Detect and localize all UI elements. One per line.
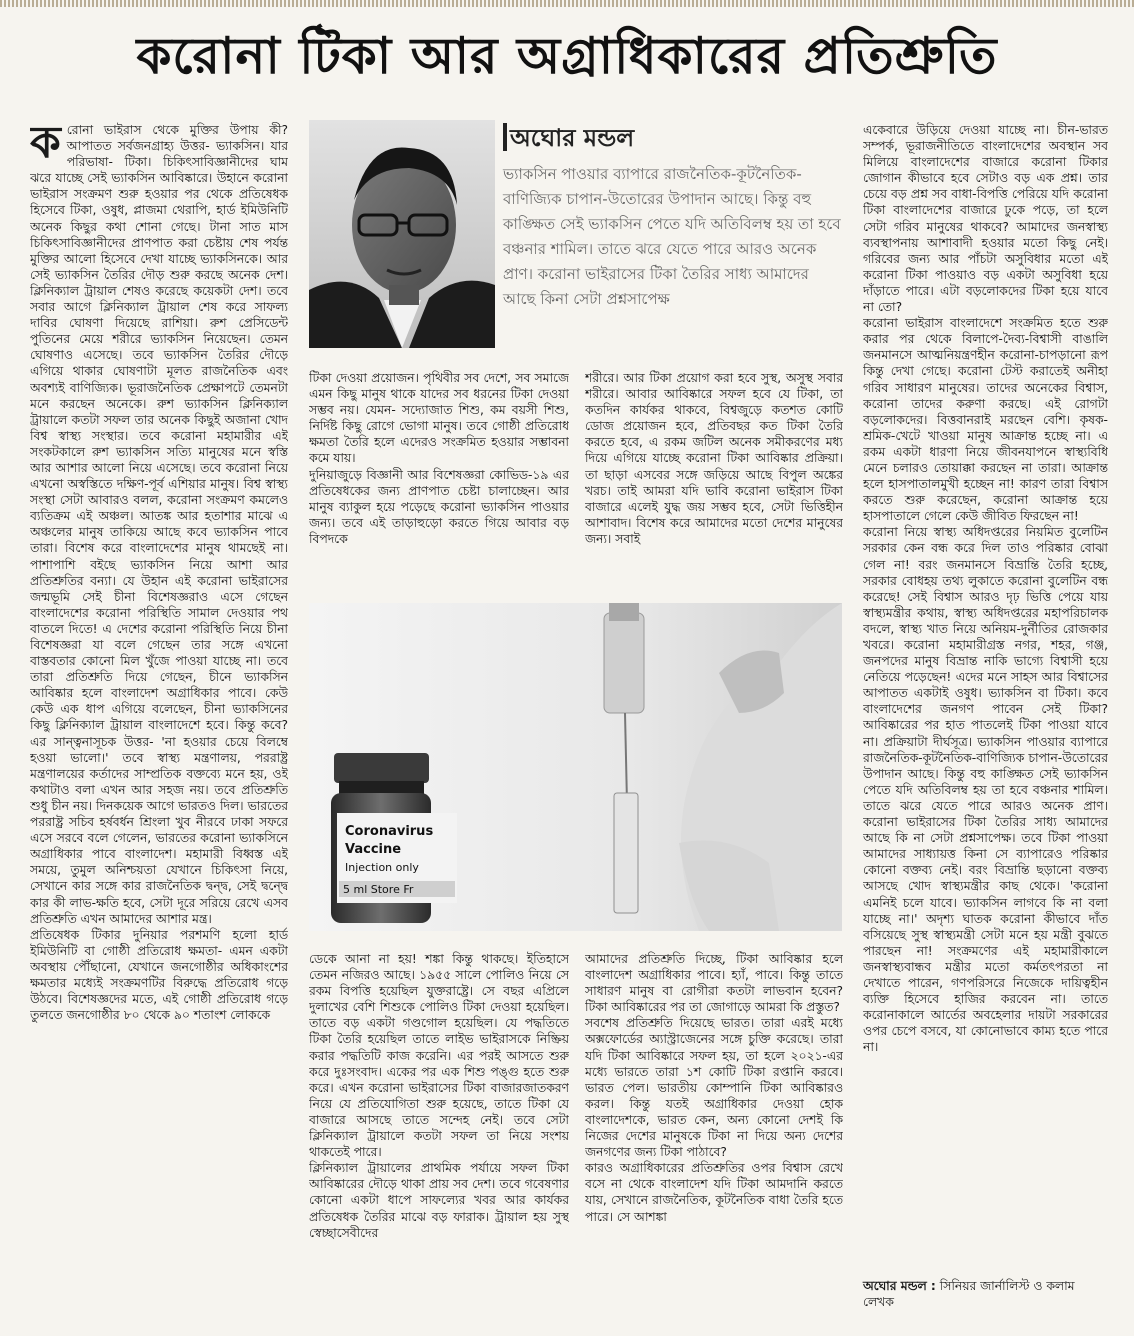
author-photo-image	[309, 120, 495, 348]
paragraph: সবশেষ প্রতিশ্রুতি দিয়েছে ভারত। তারা এরই মধ্যে অক্সফোর্ডের অ্যাস্ট্রাজেনের সঙ্গে চুক্তি করেছে। তারা যদি টিকা আবিষ্কারে সফল হয়, তা হলে ২০২১-এর মধ্যে ভারতে তারা ১শ কোটি টিকা রপ্তানি করবে। ভারত পেল। ভারতীয় কোম্পানি টিকা আবিষ্কারও করল। কিন্তু যতই অগ্রাধিকার দেওয়া হোক বাংলাদেশকে, ভারত কেন, অন্য কোনো দেশই কি নিজের দেশের মানুষকে টিকা না দিয়ে অন্য দেশের জনগণের জন্য টিকা পাঠাবে?	[585, 1016, 843, 1160]
vial-label-line3: Injection only	[345, 861, 419, 874]
paragraph: করোনা ভাইরাস বাংলাদেশে সংক্রমিত হতে শুরু করার পর থেকে বিলাপে-দৈব্য-বিশ্বাসী বাঙালি জনমানসে আত্মনিয়ন্ত্রণহীন করোনা-চাপড়ানো রূপ কিন্তু দেখা গেছে। করোনা টেস্ট করাতেই অনীহা গরিব সাধারণ মানুষের। তাদের অনেকের বিশ্বাস, করোনা তাদের করুণা করছে। এই রোগটা বড়লোকদের। বিত্তবানরাই মরছেন বেশি। কৃষক-শ্রমিক-খেটে খাওয়া মানুষ আক্রান্ত হচ্ছে না। এ রকম একটা ধারণা নিয়ে জীবনযাপনে স্বাস্থ্যবিধি মেনে চলারও তোয়াক্কা করছেন না তারা। আক্রান্ত হলে হাসপাতালমুখী হচ্ছেন না! কারণ তারা বিশ্বাস করতে শুরু করেছেন, করোনা আক্রান্ত হয়ে হাসপাতালে গেলে কেউ জীবিত ফিরছেন না!	[863, 316, 1108, 524]
column-4	[863, 122, 1108, 1267]
paragraph: ডেকে আনা না হয়! শঙ্কা কিন্তু থাকছে। ইতিহাসে তেমন নজিরও আছে। ১৯৫৫ সালে পোলিও নিয়ে সে রকম বিপত্তি হয়েছিল যুক্তরাষ্ট্রে। সে বছর এপ্রিলে দুলাখের বেশি শিশুকে পোলিও টিকা দেওয়া হয়েছিল। তাতে বড় একটা গণ্ডগোল হয়েছিল। যে পদ্ধতিতে টিকা তৈরি হয়েছিল তাতে লাইভ ভাইরাসকে নিষ্ক্রিয় করার পদ্ধতিটি কাজ করেনি। এর পরই আসতে শুরু করে দুঃসংবাদ। একের পর এক শিশু পঙ্গু হতে শুরু করে। এখন করোনা ভাইরাসের টিকা বাজারজাতকরণ নিয়ে যে প্রতিযোগিতা শুরু হয়েছে, তাতে টিকা যে বাজারে আসছে তাতে সন্দেহ নেই। তবে সেটা ক্লিনিক্যাল ট্রায়ালে কতটা সফল তা নিয়ে সংশয় থাকতেই পারে।	[309, 952, 569, 1160]
paragraph: করোনা নিয়ে স্বাস্থ্য অধিদপ্তরের নিয়মিত বুলেটিন সরকার কেন বন্ধ করে দিল তাও পরিষ্কার বোঝা গেল না! বরং জনমানসে বিভ্রান্তি তৈরি হচ্ছে, সরকার বোধহয় তথ্য লুকাতে করোনা বুলেটিন বন্ধ করেছে! সেই বিশ্বাস আরও দৃঢ় ভিত্তি পেয়ে যায় স্বাস্থ্যমন্ত্রীর কথায়, স্বাস্থ্য অধিদপ্তরের মহাপরিচালক বদলে, স্বাস্থ্য খাত নিয়ে অনিয়ম-দুর্নীতির রোজকার খবরে। করোনা মহামারীগ্রস্ত নগর, শহর, গঞ্জ, জনপদের মানুষ বিভ্রান্ত নাকি ভাগ্যে বিশ্বাসী হয়ে নেতিয়ে পড়েছেন! এদের মনে সাহস আর বিশ্বাসের আপাতত একটাই ওষুধ। ভ্যাকসিন বা টিকা। কবে বাংলাদেশের জনগণ পাবেন সেই টিকা? আবিষ্কারের পর হাত পাতলেই টিকা পাওয়া যাবে না। প্রক্রিয়াটা দীর্ঘসূত্র। ভ্যাকসিন পাওয়ার ব্যাপারে রাজনৈতিক-কূটনৈতিক-বাণিজ্যিক চাপান-উতোরের উপাদান আছে। কিন্তু বহু কাঙ্ক্ষিত সেই ভ্যাকসিন পেতে যদি অতিবিলম্ব হয় তা হবে বঞ্চনার শামিল। তাতে ঝরে যেতে পারে আরও অনেক প্রাণ। করোনা ভাইরাসের টিকা তৈরির সাধ্য আমাদের আছে কি না সেটা প্রশ্নসাপেক্ষ। তবে টিকা পাওয়া আমাদের সাধ্যায়ত্ত কিনা সে ব্যাপারেও পরিষ্কার কোনো বক্তব্য নেই। বরং বিভ্রান্তি ছড়ানো বক্তব্য আসছে খোদ স্বাস্থ্যমন্ত্রীর কাছ থেকে। 'করোনা এমনিই চলে যাবে। ভ্যাকসিন লাগবে কি না বলা যাচ্ছে না।' অদৃশ্য ঘাতক করোনা কীভাবে দাঁত বসিয়েছে সুস্থ স্বাস্থ্যমন্ত্রী সেটা মনে হয় মন্ত্রী বুঝতে পারছেন না! সংক্রমণের এই মহামারীকালে জনস্বাস্থ্যবান্ধব মন্ত্রীর মতো কর্মতৎপরতা না দেখাতে পারেন, গণপরিসরে নিজেকে দায়িত্বহীন ব্যক্তি হিসেবে হাজির করবেন না। তাতে করোনাকালে আর্তের অবহেলার দায়টা সরকারের ওপর চেপে বসবে, যা কোনোভাবে কাম্য হতে পারে না।	[863, 525, 1108, 1055]
author-note-label: অঘোর মন্ডল :	[863, 1279, 936, 1293]
paragraph: শরীরে। আর টিকা প্রয়োগ করা হবে সুস্থ, অসুস্থ সবার শরীরে। আবার আবিষ্কারে সফল হবে যে টিকা, তা কতদিন কার্যকর থাকবে, বিশ্বজুড়ে কতশত কোটি ডোজ প্রয়োজন হবে, প্রতিবছর কত টিকা তৈরি করতে হবে, এ রকম জটিল অনেক সমীকরণের মধ্য দিয়ে এগিয়ে যাচ্ছে করোনা টিকা আবিষ্কার প্রক্রিয়া। তা ছাড়া এসবের সঙ্গে জড়িয়ে আছে বিপুল অঙ্কের খরচ। তাই আমরা যদি ভাবি করোনা ভাইরাস টিকা বাজারে এলেই যুদ্ধ জয় সম্ভব হবে, সেটা ভিত্তিহীন আশাবাদ। বিশেষ করে আমাদের মতো দেশের মানুষের জন্য। সবাই	[585, 371, 843, 546]
column-1	[30, 122, 288, 1317]
author-note-text: সিনিয়র জার্নালিস্ট ও কলাম লেখক	[863, 1279, 1075, 1309]
vaccine-photo	[309, 603, 842, 931]
column-2-bottom	[309, 951, 569, 1319]
column-3-top	[585, 370, 843, 588]
paragraph: একেবারে উড়িয়ে দেওয়া যাচ্ছে না। চীন-ভারত সম্পর্ক, ভূরাজনীতিতে বাংলাদেশের অবস্থান সব মিলিয়ে বাংলাদেশের বাজারে করোনা টিকার জোগান কীভাবে হবে সেটাও বড় এক প্রশ্ন। তার চেয়ে বড় প্রশ্ন সব বাধা-বিপত্তি পেরিয়ে যদি করোনা টিকা বাংলাদেশের বাজারে ঢুকে পড়ে, তা হলে সেটা গরিব মানুষের থাকবে? আমাদের জনস্বাস্থ্য ব্যবস্থাপনায় আশাবাদী হওয়ার মতো কিছু নেই। গরিবের জন্য আর পাঁচটা অসুবিধার মতো এই করোনা টিকা পাওয়াও বড় একটা অসুবিধা হয়ে দাঁড়াতে পারে। এটা বড়লোকদের টিকা হয়ে যাবে না তো?	[863, 123, 1108, 315]
paragraph: ক্লিনিক্যাল ট্রায়ালের প্রাথমিক পর্যায়ে সফল টিকা আবিষ্কারের দৌড়ে থাকা প্রায় সব দেশ। তবে গবেষণার কোনো একটা ধাপে সাফল্যের খবর আর কার্যকর প্রতিষেধক তৈরির মাঝে বড় ফারাক। ট্রায়াল হয় সুস্থ স্বেচ্ছাসেবীদের	[309, 1161, 569, 1240]
paragraph: আমাদের প্রতিশ্রুতি দিচ্ছে, টিকা আবিষ্কার হলে বাংলাদেশ অগ্রাধিকার পাবে। হ্যাঁ, পাবে। কিন্তু তাতে সাধারণ মানুষ বা রোগীরা কতটা লাভবান হবেন? টিকা আবিষ্কারের পর তা জোগাড়ে আমরা কি প্রস্তুত?	[585, 952, 843, 1015]
column-3-bottom	[585, 951, 843, 1319]
headline: করোনা টিকা আর অগ্রাধিকারের প্রতিশ্রুতি	[136, 27, 998, 85]
column-2-top	[309, 370, 569, 588]
author-byline: অঘোর মন্ডল	[510, 124, 635, 152]
paragraph: টিকা দেওয়া প্রয়োজন। পৃথিবীর সব দেশে, সব সমাজে এমন কিছু মানুষ থাকে যাদের সব ধরনের টিকা দেওয়া সম্ভব নয়। যেমন- সদ্যোজাত শিশু, কম বয়সী শিশু, নির্দিষ্ট কিছু রোগে ভোগা মানুষ। তবে গোষ্ঠী প্রতিরোধ ক্ষমতা তৈরি হলে এদেরও সংক্রমিত হওয়ার সম্ভাবনা কমে যায়।	[309, 371, 569, 466]
author-portrait	[309, 120, 495, 348]
vial-label-line2: Vaccine	[345, 842, 402, 857]
paragraph: কারও অগ্রাধিকারের প্রতিশ্রুতির ওপর বিশ্বাস রেখে বসে না থেকে বাংলাদেশ যদি টিকা আমদানি করতে যায়, সেখানে রাজনৈতিক, কূটনৈতিক বাধা তৈরি হতে পারে। সে আশঙ্কা	[585, 1161, 843, 1224]
paragraph-text: রোনা ভাইরাস থেকে মুক্তির উপায় কী? আপাতত সর্বজনগ্রাহ্য উত্তর- ভ্যাকসিন। যার পরিভাষা- টিকা। চিকিৎসাবিজ্ঞানীদের ঘাম ঝরে যাচ্ছে সেই ভ্যাকসিন আবিষ্কারে। উহানে করোনা ভাইরাস সংক্রমণ শুরু হওয়ার পর থেকে প্রতিষেধক হিসেবে টিকা, ওষুধ, প্লাজমা থেরাপি, হার্ড ইমিউনিটি অনেক কিছুর কথা শোনা গেছে। টানা সাত মাস চিকিৎসাবিজ্ঞানীদের প্রাণপাত করা চেষ্টায় শেষ পর্যন্ত মুক্তির আলো হিসেবে দেখা যাচ্ছে ভ্যাকসিনকে। আর সেই ভ্যাকসিন তৈরির দৌড় শুরু করছে অনেক দেশ। ক্লিনিক্যাল ট্রায়াল শেষও করেছে কয়েকটা দেশ। তবে সবার আগে ক্লিনিক্যাল ট্রায়াল শেষ করে সাফল্য দাবির ঘোষণা দিয়েছে রাশিয়া। রুশ প্রেসিডেন্ট পুতিনের মেয়ে শরীরে ভ্যাকসিন নিয়েছেন। তেমন ঘোষণাও এসেছে। তবে ভ্যাকসিন তৈরির দৌড়ে এগিয়ে থাকার ঘোষণাটা মূলত রাজনৈতিক এবং অবশ্যই বাণিজ্যিক। ভূরাজনৈতিক প্রেক্ষাপটে তেমনটা মনে করছেন অনেকে। রুশ ভ্যাকসিন ক্লিনিক্যাল ট্রায়ালে কতটা সফল তার অনেক কিছুই অজানা খোদ বিশ্ব স্বাস্থ্য সংস্থার। তবে করোনা মহামারীর এই সংকটকালে রুশ ভ্যাকসিন সত্যি মানুষের মনে স্বস্তি আর আশার আলো নিয়ে এসেছে। তবে করোনা নিয়ে এখনো অস্বস্তিতে দক্ষিণ-পূর্ব এশিয়ার মানুষ। বিশ্ব স্বাস্থ্য সংস্থা সেটা আবারও বলল, করোনা সংক্রমণ কমলেও ব্যতিক্রম এই অঞ্চল। আতঙ্ক আর হতাশার মাঝে এ অঞ্চলের মানুষ তাকিয়ে আছে কবে ভ্যাকসিন পাবে তারা। বিশেষ করে বাংলাদেশের মানুষ থামছেই না। পাশাপাশি বইছে ভ্যাকসিন নিয়ে আশা আর প্রতিশ্রুতির বন্যা। যে উহান এই করোনা ভাইরাসের জন্মভূমি সেই চীনা বিশেষজ্ঞরাও এসে গেছেন বাংলাদেশের করোনা পরিস্থিতি সামাল দেওয়ার পথ বাতলে দিতে! এ দেশের করোনা পরিস্থিতি নিয়ে চীনা বিশেষজ্ঞরা যা বলে গেছেন তার সঙ্গে এখনো বাস্তবতার কোনো মিল খুঁজে পাওয়া যাচ্ছে না। তবে তারা প্রতিশ্রুতি দিয়ে গেছেন, চীনে ভ্যাকসিন আবিষ্কার হলে বাংলাদেশ অগ্রাধিকার পাবে। কেউ কেউ এক ধাপ এগিয়ে বলেছেন, চীনা ভ্যাকসিনের কিছু ক্লিনিক্যাল ট্রায়াল বাংলাদেশে হবে। কিন্তু কবে? এর সান্ত্বনাসূচক উত্তর- 'না হওয়ার চেয়ে বিলম্বে হওয়া ভালো।' তবে স্বাস্থ্য মন্ত্রণালয়, পররাষ্ট্র মন্ত্রণালয়ের কর্তাদের সাম্প্রতিক বক্তব্যে মনে হয়, ওই কথাটাও বলা এখন আর সহজ নয়। তবে প্রতিশ্রুতি শুধু চীন নয়। দিনকয়েক আগে ভারতও দিল। ভারতের পররাষ্ট্র সচিব হর্ষবর্ধন শ্রিংলা খুব নীরবে ঢাকা সফরে এসে সরবে বলে গেলেন, ভারতের করোনা ভ্যাকসিনে অগ্রাধিকার পাবে বাংলাদেশ। মহামারী বিধ্বস্ত এই সময়ে, তুমুল অনিশ্চয়তা যেখানে চিকিৎসা নিয়ে, সেখানে কার সঙ্গে কার রাজনৈতিক দ্বন্দ্ব, সেই দ্বন্দ্বে কার কী লাভ-ক্ষতি হবে, সেটা দূরে সরিয়ে রেখে এসব প্রতিশ্রুতি এখন আমাদের আশার মন্ত্র।	[30, 123, 288, 926]
paragraph: দুনিয়াজুড়ে বিজ্ঞানী আর বিশেষজ্ঞরা কোভিড-১৯ এর প্রতিষেধকের জন্য প্রাণপাত চেষ্টা চালাচ্ছেন। আর মানুষ ব্যাকুল হয়ে পড়েছে করোনা ভ্যাকসিন পাওয়ার জন্য। তবে এই তাড়াহুড়ো করতে গিয়ে আবার বড় বিপদকে	[309, 467, 569, 546]
vial-label-line1: Coronavirus	[345, 824, 434, 839]
vial-label-line4: 5 ml Store Fr	[343, 883, 414, 896]
paragraph	[30, 122, 288, 927]
vaccine-vial-image	[309, 603, 842, 931]
paragraph: প্রতিষেধক টিকার দুনিয়ার পরশমণি হলো হার্ড ইমিউনিটি বা গোষ্ঠী প্রতিরোধ ক্ষমতা- এমন একটা অবস্থায় পৌঁছানো, যেখানে জনগোষ্ঠীর অধিকাংশের ক্ষমতার মধ্যেই সংক্রমণটির বিরুদ্ধে প্রতিরোধ গড়ে উঠবে। বিশেষজ্ঞদের মতে, এই গোষ্ঠী প্রতিরোধ গড়ে তুলতে জনগোষ্ঠীর ৮০ থেকে ৯০ শতাংশ লোককে	[30, 927, 288, 1023]
author-note	[863, 1278, 1108, 1310]
byline-bar	[503, 123, 507, 151]
top-border-stripe	[0, 0, 1134, 7]
dropcap: ক	[30, 122, 61, 168]
deck-quote: ভ্যাকসিন পাওয়ার ব্যাপারে রাজনৈতিক-কূটনৈতিক-বাণিজ্যিক চাপান-উতোরের উপাদান আছে। কিন্তু বহু কাঙ্ক্ষিত সেই ভ্যাকসিন পেতে যদি অতিবিলম্ব হয় তা হবে বঞ্চনার শামিল। তাতে ঝরে যেতে পারে আরও অনেক প্রাণ। করোনা ভাইরাসের টিকা তৈরির সাধ্য আমাদের আছে কিনা সেটা প্রশ্নসাপেক্ষ	[503, 165, 841, 308]
